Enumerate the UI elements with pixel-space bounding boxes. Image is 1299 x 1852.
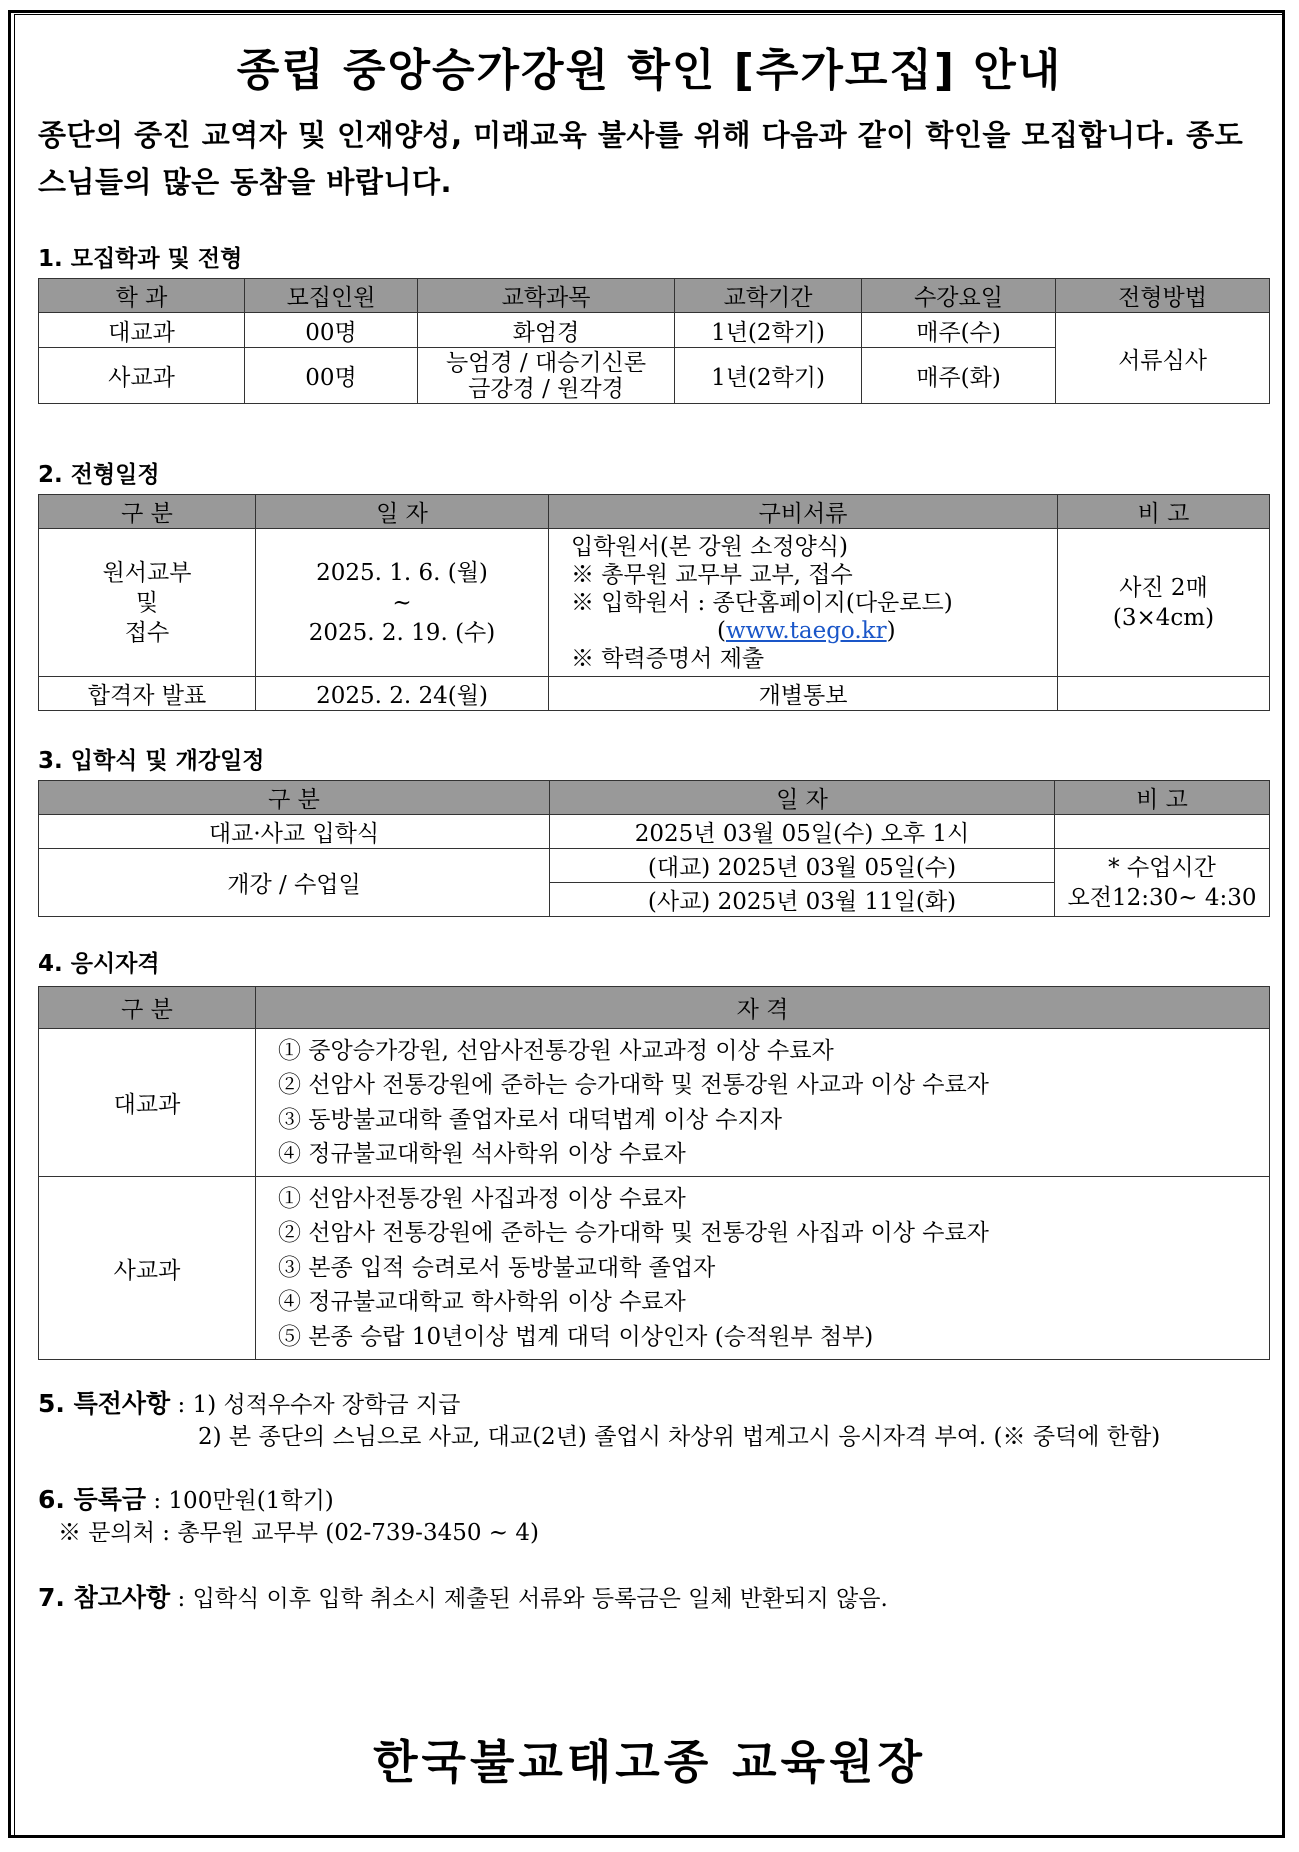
- separator: :: [170, 1586, 193, 1612]
- col-header: 일 자: [550, 781, 1055, 815]
- notice-label: 7. 참고사항: [38, 1583, 171, 1612]
- separator: :: [146, 1488, 169, 1514]
- table-row: [39, 529, 1270, 677]
- paren: (: [717, 617, 726, 644]
- col-header: 전형방법: [1056, 279, 1270, 313]
- contact-line: ※ 문의처 : 총무원 교무부 (02-739-3450 ~ 4): [58, 1520, 539, 1546]
- cell-category: 대교과: [39, 1029, 256, 1177]
- cell-subject: 화엄경: [418, 313, 675, 348]
- cell-note: [1055, 849, 1270, 917]
- col-header: 구 분: [39, 987, 256, 1029]
- cell-subject: [418, 348, 675, 404]
- intro-text: 종단의 중진 교역자 및 인재양성, 미래교육 불사를 위해 다음과 같이 학인을 모집합니다. 종도스님들의 많은 동참을 바랍니다.: [38, 118, 1244, 199]
- section-3-heading: 3. 입학식 및 개강일정: [38, 748, 265, 774]
- list-item: ① 선암사전통강원 사집과정 이상 수료자: [278, 1185, 686, 1212]
- table-row: [39, 1177, 1270, 1360]
- table-row: [39, 849, 1270, 883]
- document-line: ※ 입학원서 : 종단홈페이지(다운로드): [571, 589, 953, 616]
- paren: ): [886, 617, 896, 644]
- cell-category: [39, 529, 256, 677]
- col-header: 구 분: [39, 495, 256, 529]
- category-line: 원서교부: [102, 559, 192, 586]
- cell-category: 합격자 발표: [39, 677, 256, 711]
- schedule-table: [38, 494, 1270, 711]
- note-line: * 수업시간: [1108, 854, 1216, 881]
- col-header: 수강요일: [862, 279, 1056, 313]
- recruit-table: [38, 278, 1270, 404]
- cell-note: [1058, 529, 1270, 677]
- fee-line: [38, 1480, 334, 1516]
- notice-line: [38, 1578, 888, 1614]
- subject-line: 능엄경 / 대승기신론: [445, 349, 647, 376]
- cell-date: (사교) 2025년 03월 11일(화): [550, 883, 1055, 917]
- cell-documents: [549, 529, 1058, 677]
- category-line: 및: [135, 589, 159, 616]
- document-line: 입학원서(본 강원 소정양식): [571, 533, 848, 560]
- table-row: [39, 1029, 1270, 1177]
- col-header: 구비서류: [549, 495, 1058, 529]
- cell-category: 대교·사교 입학식: [39, 815, 550, 849]
- col-header: 모집인원: [245, 279, 418, 313]
- cell-date: 2025. 2. 24(월): [256, 677, 549, 711]
- date-line: 2025. 1. 6. (월): [316, 559, 488, 586]
- col-header: 비 고: [1058, 495, 1270, 529]
- col-header: 학 과: [39, 279, 245, 313]
- cell-qualifications: [256, 1177, 1270, 1360]
- cell-date: 2025년 03월 05일(수) 오후 1시: [550, 815, 1055, 849]
- col-header: 구 분: [39, 781, 550, 815]
- cell-date: (대교) 2025년 03월 05일(수): [550, 849, 1055, 883]
- subject-line: 금강경 / 원각경: [468, 375, 624, 402]
- cell-documents: 개별통보: [549, 677, 1058, 711]
- cell-count: 00명: [245, 348, 418, 404]
- section-4-heading: 4. 응시자격: [38, 951, 160, 977]
- date-line: 2025. 2. 19. (수): [308, 619, 496, 646]
- list-item: ④ 정규불교대학교 학사학위 이상 수료자: [278, 1289, 686, 1316]
- cell-qualifications: [256, 1029, 1270, 1177]
- cell-period: 1년(2학기): [675, 348, 862, 404]
- benefit-item: 2) 본 종단의 스님으로 사교, 대교(2년) 졸업시 차상위 법계고시 응시자격 부여. (※ 중덕에 한함): [198, 1424, 1161, 1450]
- document-line: ※ 총무원 교무부 교부, 접수: [571, 561, 853, 588]
- cell-method: 서류심사: [1056, 313, 1270, 404]
- cell-category: 사교과: [39, 1177, 256, 1360]
- list-item: ③ 본종 입적 승려로서 동방불교대학 졸업자: [278, 1254, 716, 1281]
- list-item: ① 중앙승가강원, 선암사전통강원 사교과정 이상 수료자: [278, 1037, 834, 1064]
- col-header: 일 자: [256, 495, 549, 529]
- cell-day: 매주(수): [862, 313, 1056, 348]
- note-line: 오전12:30~ 4:30: [1067, 884, 1257, 911]
- cell-period: 1년(2학기): [675, 313, 862, 348]
- signature: 한국불교태고종 교육원장: [373, 1735, 926, 1789]
- separator: :: [170, 1392, 193, 1418]
- cell-note: [1058, 677, 1270, 711]
- table-row: [39, 677, 1270, 711]
- document-line: [571, 617, 1057, 645]
- entrance-table: [38, 780, 1270, 917]
- col-header: 교학과목: [418, 279, 675, 313]
- category-line: 접수: [124, 619, 170, 646]
- fee-value: 100만원(1학기): [168, 1488, 334, 1514]
- col-header: 교학기간: [675, 279, 862, 313]
- list-item: ② 선암사 전통강원에 준하는 승가대학 및 전통강원 사집과 이상 수료자: [278, 1220, 989, 1247]
- cell-dept: 대교과: [39, 313, 245, 348]
- cell-date: [256, 529, 549, 677]
- list-item: ⑤ 본종 승랍 10년이상 법계 대덕 이상인자 (승적원부 첨부): [278, 1323, 874, 1350]
- cell-count: 00명: [245, 313, 418, 348]
- benefits-label: 5. 특전사항: [38, 1389, 171, 1418]
- document-line: ※ 학력증명서 제출: [571, 645, 765, 672]
- benefits-line-1: [38, 1384, 460, 1420]
- section-2-heading: 2. 전형일정: [38, 462, 160, 488]
- list-item: ③ 동방불교대학 졸업자로서 대덕법계 이상 수지자: [278, 1106, 782, 1133]
- note-line: (3×4cm): [1112, 604, 1215, 631]
- cell-note: [1055, 815, 1270, 849]
- cell-day: 매주(화): [862, 348, 1056, 404]
- date-line: ~: [392, 589, 412, 616]
- list-item: ② 선암사 전통강원에 준하는 승가대학 및 전통강원 사교과 이상 수료자: [278, 1072, 989, 1098]
- table-row: [39, 815, 1270, 849]
- list-item: ④ 정규불교대학원 석사학위 이상 수료자: [278, 1141, 686, 1167]
- section-1-heading: 1. 모집학과 및 전형: [38, 246, 243, 272]
- cell-dept: 사교과: [39, 348, 245, 404]
- col-header: 자 격: [256, 987, 1270, 1029]
- table-row: [39, 313, 1270, 348]
- homepage-link[interactable]: www.taego.kr: [725, 617, 887, 644]
- col-header: 비 고: [1055, 781, 1270, 815]
- note-line: 사진 2매: [1119, 574, 1208, 601]
- fee-label: 6. 등록금: [38, 1485, 147, 1514]
- cell-category: 개강 / 수업일: [39, 849, 550, 917]
- benefit-item: 1) 성적우수자 장학금 지급: [192, 1392, 461, 1418]
- notice-value: 입학식 이후 입학 취소시 제출된 서류와 등록금은 일체 반환되지 않음.: [192, 1586, 888, 1612]
- page-title: 종립 중앙승가강원 학인 [추가모집] 안내: [236, 45, 1063, 96]
- qualification-table: [38, 986, 1270, 1360]
